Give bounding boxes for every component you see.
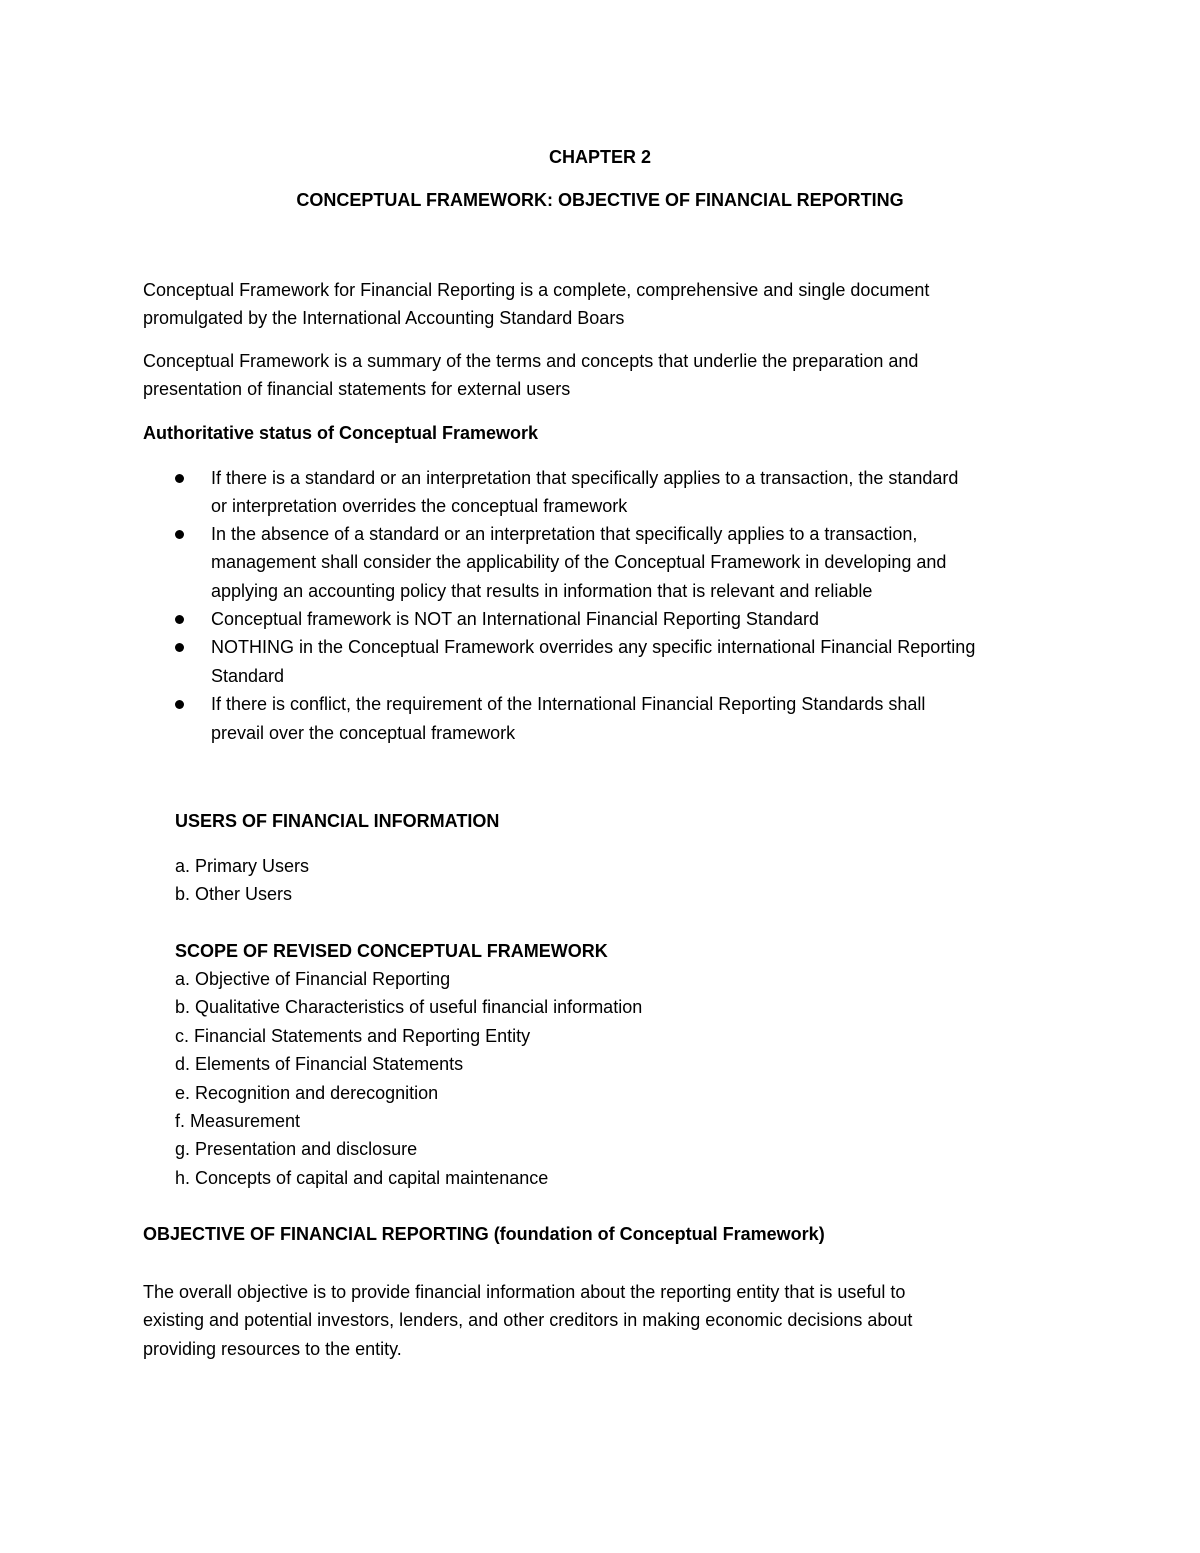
list-item: d. Elements of Financial Statements bbox=[175, 1054, 464, 1074]
paragraph-line: presentation of financial statements for external users bbox=[143, 379, 571, 399]
paragraph-line: Conceptual Framework is a summary of the terms and concepts that underlie the preparation and bbox=[143, 351, 919, 371]
bullet-line: If there is a standard or an interpretation that specifically applies to a transaction, the standard bbox=[211, 468, 959, 488]
bullet-line: management shall consider the applicability of the Conceptual Framework in developing and bbox=[211, 552, 947, 572]
list-item: a. Primary Users bbox=[175, 856, 310, 876]
bullet-line: prevail over the conceptual framework bbox=[211, 723, 516, 743]
paragraph-line: Conceptual Framework for Financial Reporting is a complete, comprehensive and single document bbox=[143, 280, 930, 300]
list-item: f. Measurement bbox=[175, 1111, 301, 1131]
list-item: b. Qualitative Characteristics of useful financial information bbox=[175, 997, 643, 1017]
paragraph-line: The overall objective is to provide financial information about the reporting entity that is useful to bbox=[143, 1282, 906, 1302]
list-item: h. Concepts of capital and capital maintenance bbox=[175, 1168, 549, 1188]
paragraph-line: existing and potential investors, lenders, and other creditors in making economic decisions about bbox=[143, 1310, 913, 1330]
list-item: e. Recognition and derecognition bbox=[175, 1083, 439, 1103]
bullet-line: If there is conflict, the requirement of the International Financial Reporting Standards shall bbox=[211, 694, 926, 714]
objective-heading: OBJECTIVE OF FINANCIAL REPORTING (foundation of Conceptual Framework) bbox=[143, 1224, 825, 1244]
list-item: g. Presentation and disclosure bbox=[175, 1139, 418, 1159]
scope-heading: SCOPE OF REVISED CONCEPTUAL FRAMEWORK bbox=[175, 941, 608, 961]
bullet-dot-icon bbox=[175, 700, 184, 709]
chapter-heading: CHAPTER 2 bbox=[548, 147, 651, 167]
list-item: b. Other Users bbox=[175, 884, 293, 904]
bullet-line: Conceptual framework is NOT an International Financial Reporting Standard bbox=[211, 609, 819, 629]
document-title: CONCEPTUAL FRAMEWORK: OBJECTIVE OF FINANCIAL REPORTING bbox=[296, 190, 904, 210]
paragraph-line: providing resources to the entity. bbox=[143, 1339, 402, 1359]
bullet-dot-icon bbox=[175, 643, 184, 652]
bullet-line: applying an accounting policy that results in information that is relevant and reliable bbox=[211, 581, 873, 601]
bullet-line: In the absence of a standard or an interpretation that specifically applies to a transaction, bbox=[211, 524, 918, 544]
list-item: a. Objective of Financial Reporting bbox=[175, 969, 451, 989]
list-item: c. Financial Statements and Reporting Entity bbox=[175, 1026, 531, 1046]
users-heading: USERS OF FINANCIAL INFORMATION bbox=[175, 811, 500, 831]
authoritative-heading: Authoritative status of Conceptual Framework bbox=[143, 423, 539, 443]
bullet-dot-icon bbox=[175, 615, 184, 624]
bullet-line: NOTHING in the Conceptual Framework overrides any specific international Financial Reporting bbox=[211, 637, 976, 657]
bullet-dot-icon bbox=[175, 530, 184, 539]
bullet-dot-icon bbox=[175, 474, 184, 483]
paragraph-line: promulgated by the International Accounting Standard Boars bbox=[143, 308, 625, 328]
bullet-line: Standard bbox=[211, 666, 285, 686]
bullet-line: or interpretation overrides the conceptual framework bbox=[211, 496, 628, 516]
